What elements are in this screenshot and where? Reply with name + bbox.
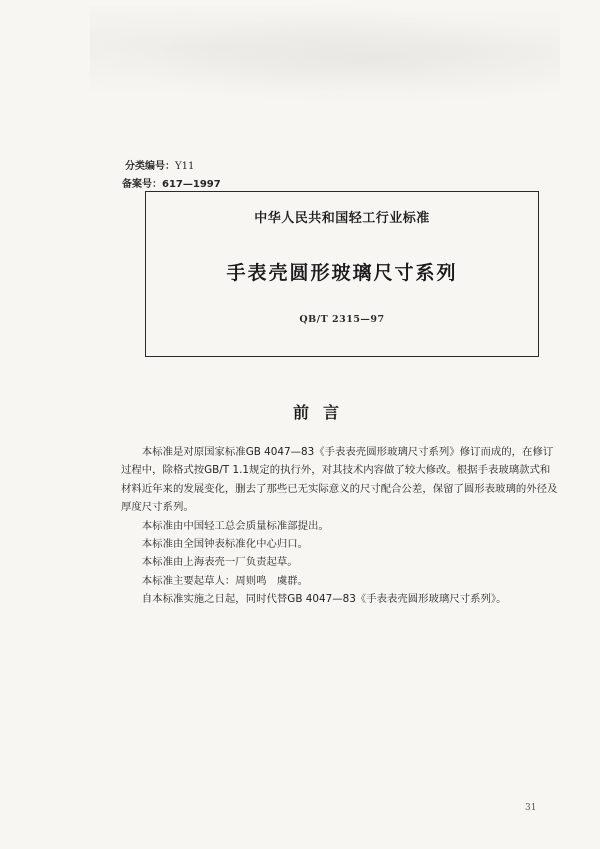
paragraph: 本标准主要起草人：周则鸣 虞群。 (141, 574, 309, 587)
classification-label: 分类编号： (125, 161, 175, 172)
record-label: 备案号： (122, 179, 162, 190)
standard-level: 中华人民共和国轻工行业标准 (254, 211, 430, 226)
paragraph: 自本标准实施之日起，同时代替GB 4047—83《手表表壳圆形玻璃尺寸系列》。 (141, 593, 507, 606)
standard-title: 手表壳圆形玻璃尺寸系列 (226, 262, 458, 284)
foreword-heading: 前言 (292, 403, 353, 422)
paragraph: 本标准由全国钟表标准化中心归口。 (141, 538, 309, 551)
classification-value: Y11 (175, 161, 195, 172)
standard-code: QB/T 2315—97 (299, 314, 385, 325)
record-number (122, 175, 221, 190)
foreword-body (121, 443, 559, 609)
paragraph: 本标准是对原国家标准GB 4047—83《手表表壳圆形玻璃尺寸系列》修订而成的，在修订过程中，除格式按GB/T 1.1规定的执行外，对其技术内容做了较大修改。根据手表玻璃款式和材料近年来的发展变化，删去了那些已无实际意义的尺寸配合公差，保留了圆形表玻璃的外径及厚度尺寸系列。 (121, 446, 558, 514)
classification-number (125, 157, 194, 172)
show-through-bleed (90, 6, 560, 106)
page-number: 31 (525, 803, 537, 813)
paragraph: 本标准由上海表壳一厂负责起草。 (141, 556, 298, 569)
title-box (145, 191, 539, 357)
record-value: 617—1997 (162, 179, 221, 190)
paragraph: 本标准由中国轻工总会质量标准部提出。 (141, 519, 329, 532)
